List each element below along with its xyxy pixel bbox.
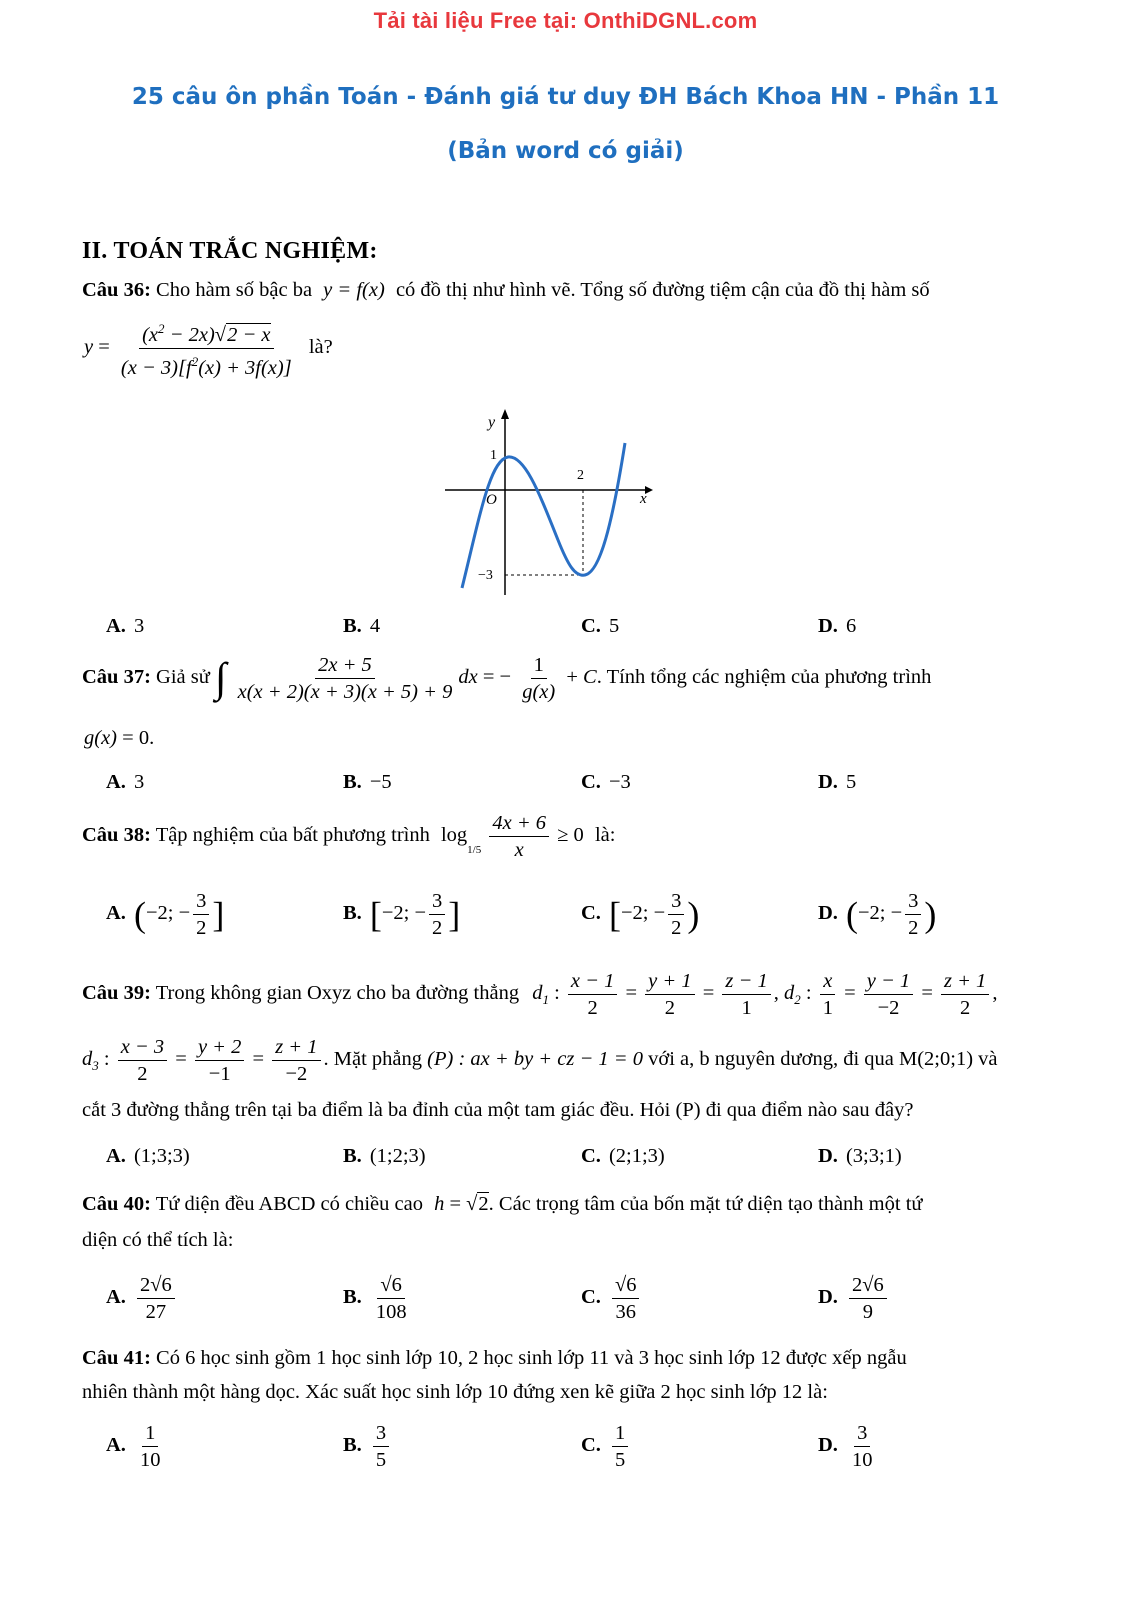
q37-equation: g(x) = 0. — [84, 727, 155, 749]
q38-option-c[interactable]: C. [−2; − $\frac{3}{2}$ ) — [581, 890, 700, 939]
q39-option-a[interactable]: A. (1;3;3) — [106, 1145, 190, 1167]
q36-function: y = f(x) — [323, 279, 385, 301]
q40-option-a[interactable]: A. $\frac{2√6}{27}$ — [106, 1274, 178, 1323]
tick-neg3-label: −3 — [478, 568, 493, 583]
q36-text-a: Cho hàm số bậc ba — [156, 279, 313, 301]
document-subtitle: (Bản word có giải) — [447, 138, 684, 164]
q41-option-d[interactable]: D. $\frac{3}{10}$ — [818, 1422, 873, 1471]
q36-option-c[interactable]: C. 5 — [581, 615, 620, 637]
q38-label: Câu 38: — [82, 824, 151, 847]
q41-label: Câu 41: — [82, 1347, 151, 1369]
q38-fraction: $\frac{4x + 6}{x}$ — [489, 812, 549, 861]
q37-option-c[interactable]: C. −3 — [581, 771, 631, 793]
q37-option-a[interactable]: A. 3 — [106, 771, 145, 793]
q40-option-c[interactable]: C. $\frac{√6}{36}$ — [581, 1274, 642, 1323]
q38-text-b: là: — [594, 824, 616, 847]
q36-text-b: có đồ thị như hình vẽ. Tổng số đường tiệm cận của đồ thị hàm số — [395, 279, 930, 301]
q39-label: Câu 39: — [82, 982, 151, 1005]
q36-option-b[interactable]: B. 4 — [343, 615, 381, 637]
q37-label: Câu 37: — [82, 666, 151, 689]
q36-label: Câu 36: — [82, 279, 151, 301]
document-title: 25 câu ôn phần Toán - Đánh giá tư duy ĐH Bách Khoa HN - Phần 11 — [131, 84, 1000, 110]
q38-option-d[interactable]: D. (−2; − $\frac{3}{2}$ ) — [818, 890, 937, 939]
y-axis-arrow-icon — [501, 409, 509, 419]
q38-option-b[interactable]: B. [−2; − $\frac{3}{2}$ ] — [343, 890, 461, 939]
q40-label: Câu 40: — [82, 1193, 151, 1215]
q40-stem: Câu 40: Tứ diện đều ABCD có chiều cao h = √2. Các trọng tâm của bốn mặt tứ diện tạo thành một tứ — [82, 1193, 923, 1215]
q38-option-a[interactable]: A. (−2; − $\frac{3}{2}$ ] — [106, 890, 225, 939]
q41-option-a[interactable]: A. $\frac{1}{10}$ — [106, 1422, 161, 1471]
q38-stem: Câu 38: Tập nghiệm của bất phương trình $\log_{1/5}$ $\frac{4x + 6}{x}$ ≥ 0 là: — [82, 812, 616, 861]
q39-option-b[interactable]: B. (1;2;3) — [343, 1145, 426, 1167]
section-heading: II. TOÁN TRẮC NGHIỆM: — [82, 238, 378, 264]
q39-line-2: $d_3$ : $\frac{x - 3}{2}$ = $\frac{y + 2}{-1}$ = $\frac{z + 1}{-2}$ . Mặt phẳng (P) : ax + by + cz − 1 = 0 với a, b nguyên dương, đi qua M(2;0;1) và — [82, 1036, 998, 1085]
q37-text-b: . Tính tổng các nghiệm của phương trình — [596, 666, 932, 689]
q41-stem: Câu 41: Có 6 học sinh gồm 1 học sinh lớp 10, 2 học sinh lớp 11 và 3 học sinh lớp 12 được xếp ngẫu — [82, 1347, 907, 1369]
q36-option-a[interactable]: A. 3 — [106, 615, 145, 637]
tick-2-label: 2 — [577, 468, 584, 483]
q36-text-c: là? — [308, 336, 333, 359]
q37-stem: Câu 37: Giả sử ∫ $\frac{2x + 5}{x(x + 2)(x + 3)(x + 5) + 9}$ dx = − $\frac{1}{g(x)}$ + C. Tính tổng các nghiệm của phương trình — [82, 654, 932, 703]
q40-stem-line-2: diện có thể tích là: — [82, 1229, 234, 1251]
q39-text-a: Trong không gian Oxyz cho ba đường thẳng — [155, 982, 520, 1005]
q36-stem — [82, 278, 930, 302]
q39-option-c[interactable]: C. (2;1;3) — [581, 1145, 665, 1167]
origin-label: O — [486, 492, 497, 508]
q40-option-b[interactable]: B. $\frac{√6}{108}$ — [343, 1274, 407, 1323]
cubic-curve — [462, 443, 625, 588]
q38-text-a: Tập nghiệm của bất phương trình — [155, 824, 430, 847]
q37-option-d[interactable]: D. 5 — [818, 771, 857, 793]
q41-option-c[interactable]: C. $\frac{1}{5}$ — [581, 1422, 631, 1471]
q41-stem-line-2: nhiên thành một hàng dọc. Xác suất học sinh lớp 10 đứng xen kẽ giữa 2 học sinh lớp 12 là: — [82, 1381, 828, 1403]
q37-option-b[interactable]: B. −5 — [343, 771, 392, 793]
q39-line-3: cắt 3 đường thẳng trên tại ba điểm là ba đỉnh của một tam giác đều. Hỏi (P) đi qua điểm nào sau đây? — [82, 1099, 914, 1121]
source-banner[interactable]: Tải tài liệu Free tại: OnthiDGNL.com — [373, 8, 758, 33]
q37-result: $\frac{1}{g(x)}$ — [522, 654, 556, 703]
q41-option-b[interactable]: B. $\frac{3}{5}$ — [343, 1422, 392, 1471]
tick-1-label: 1 — [490, 448, 497, 463]
q37-text-a: Giả sử — [156, 666, 210, 689]
q36-fraction: $\frac{(x^2 - 2x)√2 - x}{(x - 3)[f^2(x) + 3f(x)]}$ — [118, 318, 295, 379]
q36-cubic-graph — [440, 405, 660, 600]
q36-option-d[interactable]: D. 6 — [818, 615, 857, 637]
q39-option-d[interactable]: D. (3;3;1) — [818, 1145, 902, 1167]
q36-formula: y = $\frac{(x^2 - 2x)√2 - x}{(x - 3)[f^2(x) + 3f(x)]}$ là? — [84, 318, 333, 379]
q37-integrand: $\frac{2x + 5}{x(x + 2)(x + 3)(x + 5) + 9}$ — [237, 654, 453, 703]
x-axis-label: x — [640, 491, 647, 507]
q39-stem: Câu 39: Trong không gian Oxyz cho ba đường thẳng $d_1$ : $\frac{x - 1}{2}$ = $\frac{y + 1}{2}$ = $\frac{z - 1}{1}$ , $d_2$ : $\frac{x}{1}$ = $\frac{y - 1}{-2}$ = $\frac{z + 1}{2}$ , — [82, 970, 998, 1019]
q40-option-d[interactable]: D. $\frac{2√6}{9}$ — [818, 1274, 890, 1323]
y-axis-label: y — [488, 414, 496, 431]
